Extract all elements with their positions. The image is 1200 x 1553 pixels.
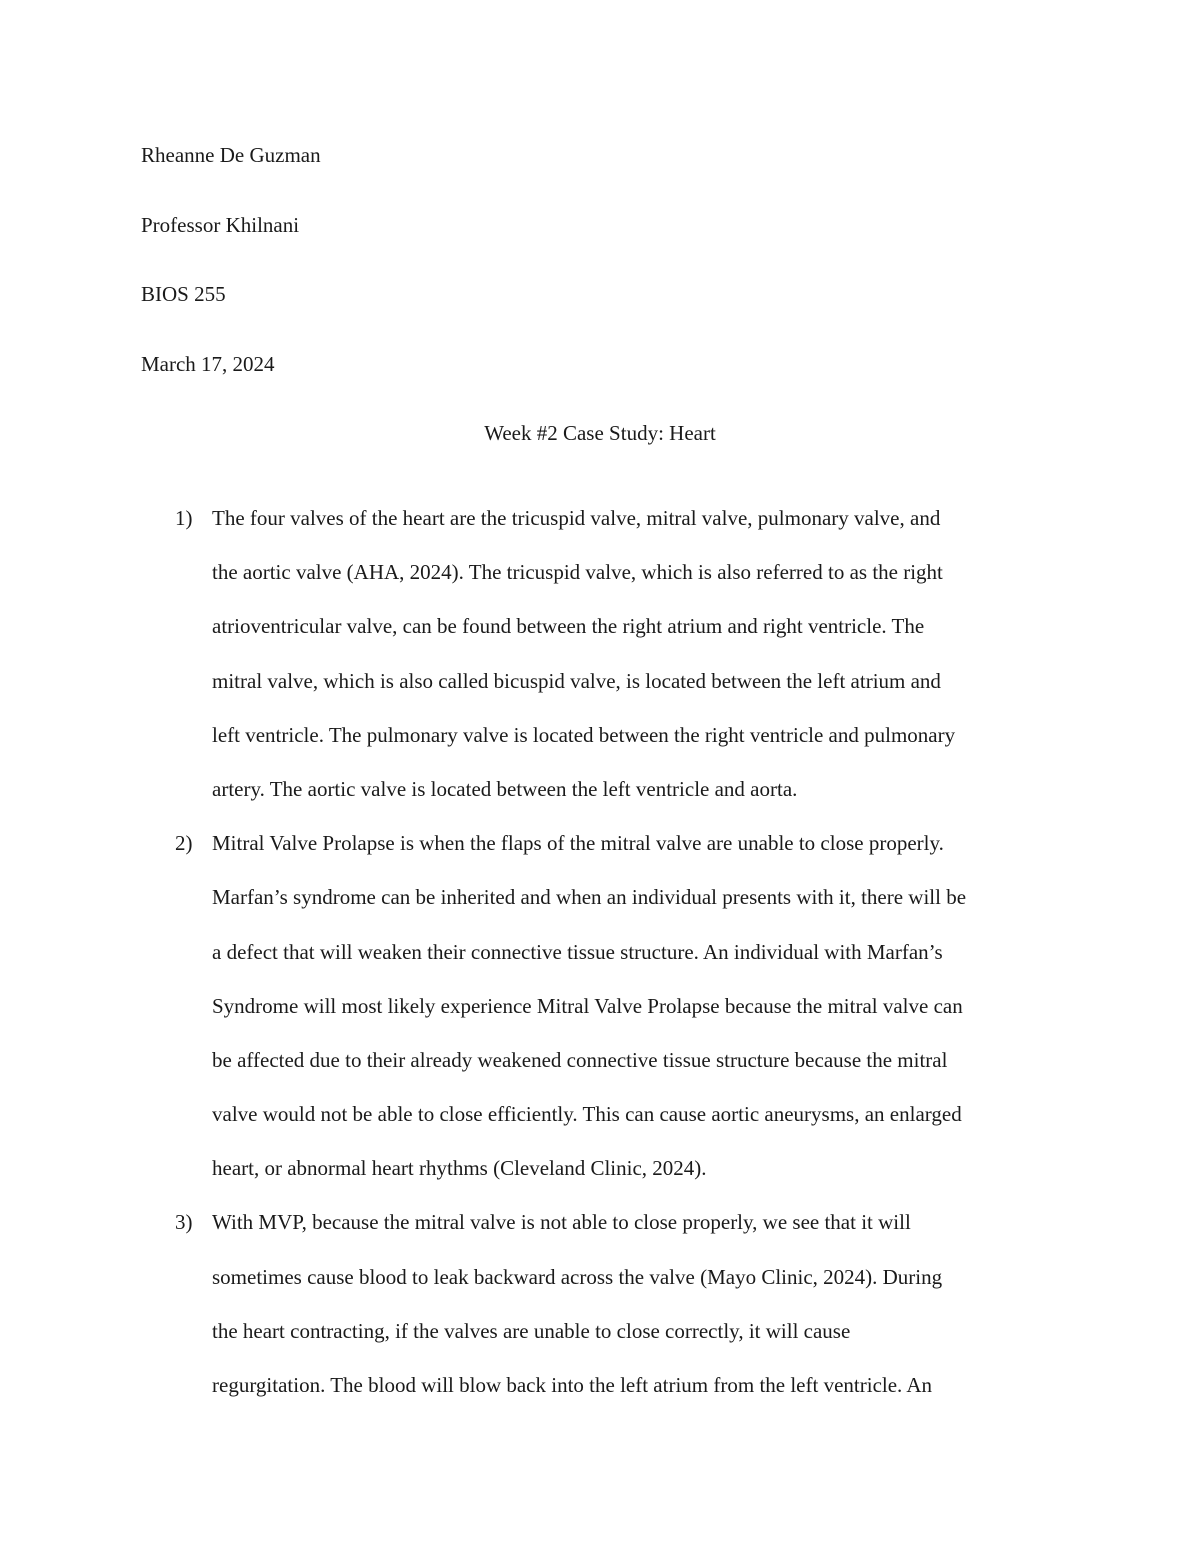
- answer-line: the heart contracting, if the valves are unable to close correctly, it will cause: [212, 1318, 851, 1343]
- answer-line: the aortic valve (AHA, 2024). The tricuspid valve, which is also referred to as the right: [212, 560, 943, 585]
- answer-line: With MVP, because the mitral valve is not able to close properly, we see that it will: [212, 1210, 911, 1235]
- answer-line: Marfan’s syndrome can be inherited and when an individual presents with it, there will be: [212, 885, 967, 910]
- answer-line: atrioventricular valve, can be found between the right atrium and right ventricle. The: [212, 614, 925, 639]
- answer-item: [141, 1195, 1071, 1412]
- answer-number: 2): [175, 831, 193, 856]
- answer-line: regurgitation. The blood will blow back into the left atrium from the left ventricle. An: [212, 1373, 933, 1397]
- answer-line: sometimes cause blood to leak backward across the valve (Mayo Clinic, 2024). During: [212, 1264, 943, 1289]
- answer-line: be affected due to their already weakened connective tissue structure because the mitral: [212, 1047, 948, 1072]
- answer-item: [141, 816, 1071, 1195]
- answer-line: heart, or abnormal heart rhythms (Cleveland Clinic, 2024).: [212, 1156, 707, 1181]
- answer-line: a defect that will weaken their connective tissue structure. An individual with Marfan’s: [212, 939, 943, 964]
- answer-line: artery. The aortic valve is located between the left ventricle and aorta.: [212, 776, 798, 801]
- answer-list: [141, 491, 1071, 1412]
- professor-name: Professor Khilnani: [141, 213, 300, 237]
- document-date: March 17, 2024: [141, 352, 275, 376]
- student-name: Rheanne De Guzman: [141, 143, 321, 167]
- answer-line: valve would not be able to close efficiently. This can cause aortic aneurysms, an enlarged: [212, 1102, 962, 1127]
- answer-line: Syndrome will most likely experience Mitral Valve Prolapse because the mitral valve can: [212, 993, 963, 1018]
- answer-number: 3): [175, 1210, 193, 1235]
- answer-line: The four valves of the heart are the tricuspid valve, mitral valve, pulmonary valve, and: [212, 506, 941, 530]
- answer-line: left ventricle. The pulmonary valve is located between the right ventricle and pulmonary: [212, 722, 956, 747]
- answer-line: mitral valve, which is also called bicuspid valve, is located between the left atrium and: [212, 668, 941, 693]
- course-code: BIOS 255: [141, 282, 226, 306]
- answer-line: Mitral Valve Prolapse is when the flaps of the mitral valve are unable to close properly.: [212, 831, 944, 856]
- answer-item: [141, 491, 1071, 816]
- document-title: Week #2 Case Study: Heart: [484, 421, 716, 445]
- answer-number: 1): [175, 506, 193, 530]
